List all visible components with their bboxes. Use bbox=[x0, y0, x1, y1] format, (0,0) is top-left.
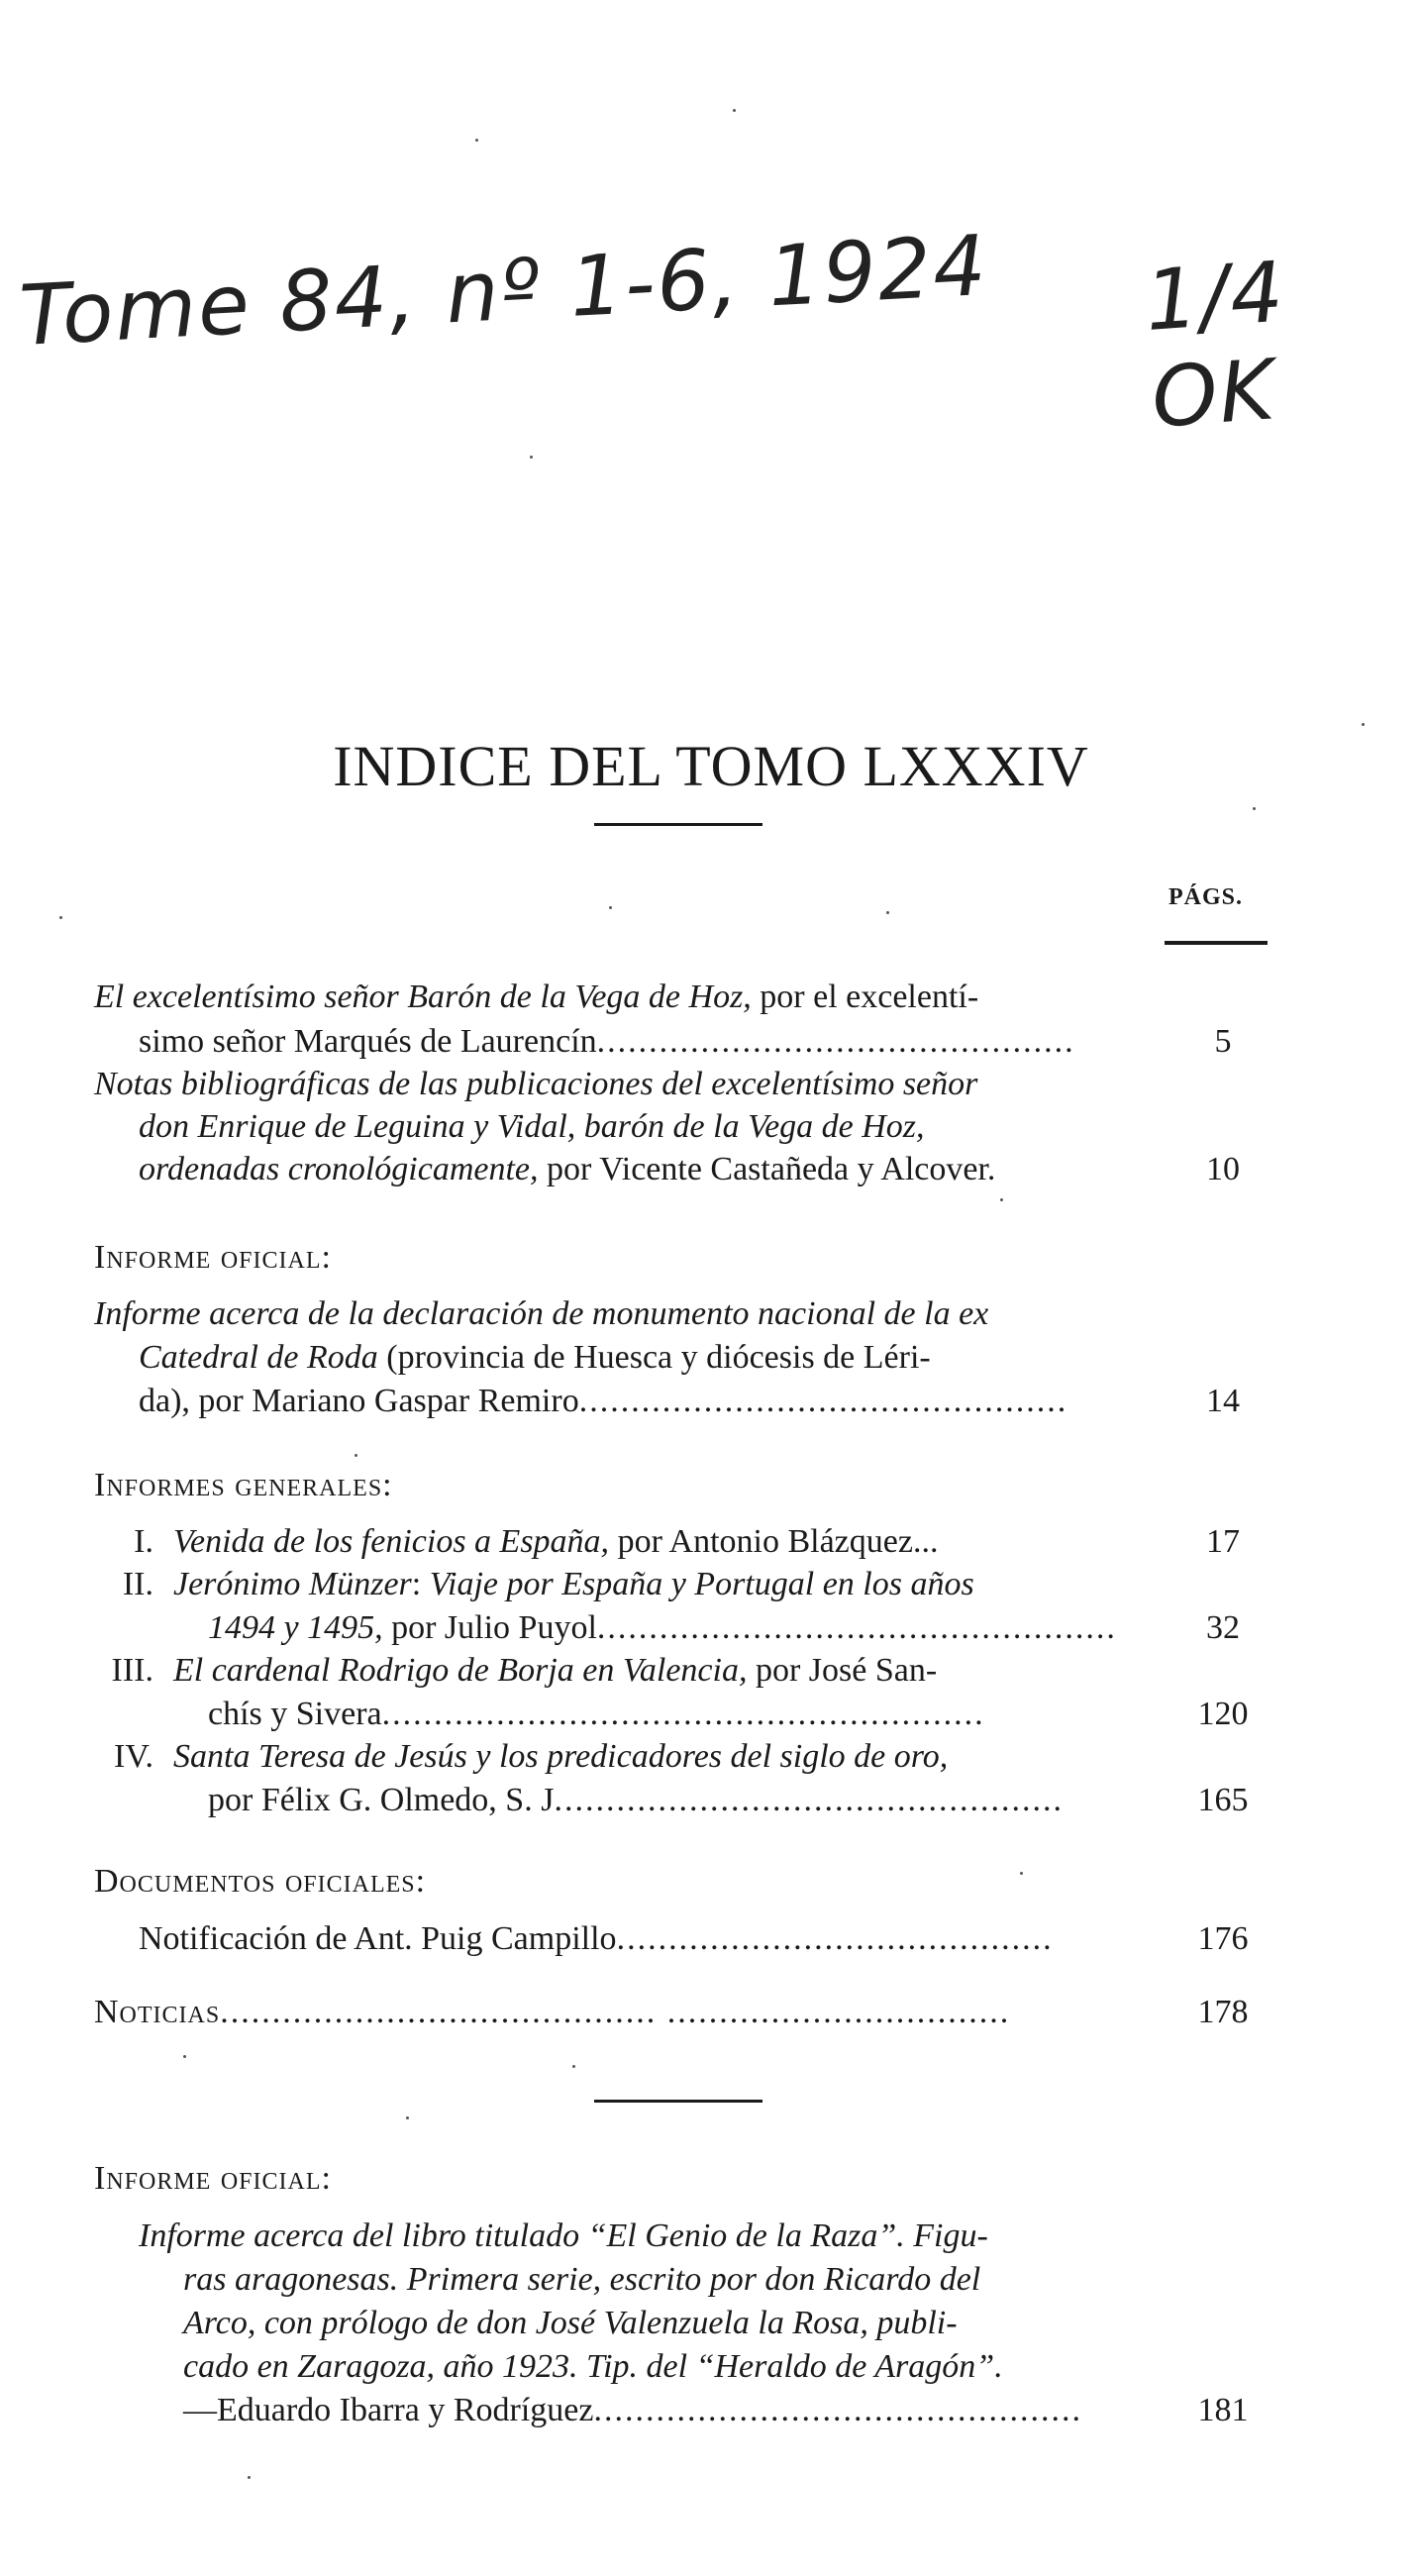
noticias-line bbox=[94, 1991, 1010, 2034]
general-3-page: 120 bbox=[1197, 1696, 1249, 1732]
general-2-page: 32 bbox=[1206, 1609, 1240, 1646]
document-1-leader: .......................................... bbox=[616, 1920, 1054, 1957]
general-3-author-b: chís y Sivera bbox=[208, 1696, 382, 1732]
entry-1-line-2 bbox=[139, 1020, 1075, 1064]
entry-3-page: 14 bbox=[1206, 1383, 1240, 1419]
entry-4-line-3: Arco, con prólogo de don José Valenzuela la Rosa, publi- bbox=[183, 2305, 958, 2341]
entry-3-author: da), por Mariano Gaspar Remiro bbox=[139, 1383, 579, 1419]
general-4-page: 165 bbox=[1197, 1782, 1249, 1818]
general-3-author-a: por José San- bbox=[747, 1652, 938, 1689]
scan-speck bbox=[1362, 723, 1365, 726]
general-3-title: El cardenal Rodrigo de Borja en Valencia, bbox=[173, 1652, 748, 1689]
document-1-text: Notificación de Ant. Puig Campillo bbox=[139, 1920, 617, 1957]
entry-3-line-2 bbox=[139, 1336, 931, 1380]
section-header-informe-oficial: Informe oficial: bbox=[94, 1239, 332, 1276]
entry-1-page: 5 bbox=[1214, 1023, 1232, 1060]
general-2-numeral: II. bbox=[122, 1566, 153, 1602]
entry-4-title-b: “El Genio de la Raza”. bbox=[587, 2217, 905, 2254]
scan-speck bbox=[59, 916, 62, 919]
section-header-informes-generales: Informes generales: bbox=[94, 1467, 393, 1503]
general-2-title-b: Viaje por España y Portugal en los años bbox=[429, 1566, 974, 1602]
entry-4-line-2: ras aragonesas. Primera serie, escrito por don Ricardo del bbox=[183, 2261, 981, 2298]
general-3-numeral: III. bbox=[111, 1652, 153, 1689]
general-2-title-a: Jerónimo Münzer bbox=[173, 1566, 412, 1602]
entry-4-title-c: Figu- bbox=[904, 2217, 988, 2254]
document-1-page: 176 bbox=[1197, 1920, 1249, 1957]
section-separator-rule bbox=[594, 2100, 762, 2103]
entry-2-line-2: don Enrique de Leguina y Vidal, barón de la Vega de Hoz, bbox=[139, 1108, 925, 1145]
general-1-numeral: I. bbox=[134, 1523, 153, 1560]
general-1-title: Venida de los fenicios a España, bbox=[173, 1523, 610, 1560]
entry-4-author: —Eduardo Ibarra y Rodríguez bbox=[183, 2392, 594, 2428]
scan-speck bbox=[572, 2065, 575, 2068]
pages-column-label: PÁGS. bbox=[1168, 884, 1244, 910]
entry-1-leader: .............................................. bbox=[596, 1023, 1075, 1060]
scan-speck bbox=[733, 109, 736, 112]
entry-3-location: (provincia de Huesca y diócesis de Léri- bbox=[377, 1339, 931, 1376]
general-2-colon: : bbox=[411, 1566, 430, 1602]
scan-speck bbox=[1020, 1872, 1023, 1875]
scan-speck bbox=[886, 911, 889, 914]
general-3-leader: .......................................................... bbox=[381, 1696, 985, 1732]
general-4-author: por Félix G. Olmedo, S. J bbox=[208, 1782, 555, 1818]
general-2-line-1 bbox=[173, 1563, 974, 1606]
entry-4-line-5 bbox=[183, 2389, 1082, 2432]
general-2-leader: .................................................. bbox=[596, 1609, 1117, 1646]
entry-4-line-4: cado en Zaragoza, año 1923. Tip. del “Heraldo de Aragón”. bbox=[183, 2348, 1003, 2385]
scan-speck bbox=[248, 2476, 251, 2479]
entry-2-line-1: Notas bibliográficas de las publicaciones del excelentísimo señor bbox=[94, 1066, 978, 1102]
entry-3-leader: ............................................... bbox=[578, 1383, 1068, 1419]
general-2-author: por Julio Puyol bbox=[382, 1609, 597, 1646]
general-4-line-2 bbox=[208, 1779, 1064, 1822]
noticias-leader: .......................................... ................................. bbox=[220, 1994, 1011, 2030]
scan-speck bbox=[609, 906, 612, 909]
document-1-line bbox=[139, 1917, 1054, 1961]
handwritten-checkmark-note: 1/4 OK bbox=[1142, 243, 1288, 447]
entry-3-title-end: Catedral de Roda bbox=[139, 1339, 378, 1376]
entry-1-line-1 bbox=[94, 976, 978, 1019]
scan-speck bbox=[183, 2055, 186, 2058]
section-header-informe-oficial-2: Informe oficial: bbox=[94, 2160, 332, 2197]
general-3-line-2 bbox=[208, 1693, 985, 1736]
entry-1-author-prefix: por el excelentí- bbox=[751, 979, 979, 1015]
entry-4-title-a: Informe acerca del libro titulado bbox=[139, 2217, 588, 2254]
handwritten-volume-note: Tome 84, nº 1-6, 1924 bbox=[17, 216, 990, 364]
scan-speck bbox=[406, 2116, 409, 2119]
general-2-line-2 bbox=[208, 1606, 1117, 1650]
entry-3-line-3 bbox=[139, 1380, 1067, 1423]
section-header-documentos-oficiales: Documentos oficiales: bbox=[94, 1863, 427, 1900]
general-2-years: 1494 y 1495, bbox=[208, 1609, 383, 1646]
scan-speck bbox=[530, 456, 533, 459]
general-1-author: por Antonio Blázquez... bbox=[609, 1523, 939, 1560]
entry-4-page: 181 bbox=[1197, 2392, 1249, 2428]
entry-2-author: por Vicente Castañeda y Alcover. bbox=[538, 1151, 996, 1187]
page-title: INDICE DEL TOMO LXXXIV bbox=[333, 734, 1089, 798]
general-1-page: 17 bbox=[1206, 1523, 1240, 1560]
general-3-line-1 bbox=[173, 1649, 937, 1693]
general-4-numeral: IV. bbox=[114, 1738, 153, 1775]
entry-2-line-3 bbox=[139, 1148, 995, 1191]
general-4-line-1: Santa Teresa de Jesús y los predicadores del siglo de oro, bbox=[173, 1738, 949, 1775]
entry-4-leader: ............................................... bbox=[593, 2392, 1082, 2428]
entry-1-title: El excelentísimo señor Barón de la Vega de Hoz, bbox=[94, 979, 752, 1015]
scan-speck bbox=[355, 1454, 357, 1457]
pages-rule bbox=[1165, 941, 1268, 945]
title-rule bbox=[594, 823, 762, 826]
general-1-line-1 bbox=[173, 1520, 938, 1564]
entry-1-author: simo señor Marqués de Laurencín bbox=[139, 1023, 597, 1060]
general-4-leader: ................................................. bbox=[554, 1782, 1064, 1818]
entry-3-line-1: Informe acerca de la declaración de monumento nacional de la ex bbox=[94, 1295, 989, 1332]
noticias-label: Noticias bbox=[94, 1994, 221, 2030]
noticias-page: 178 bbox=[1197, 1994, 1249, 2030]
entry-2-title-end: ordenadas cronológicamente, bbox=[139, 1151, 539, 1187]
scan-speck bbox=[475, 139, 478, 142]
scan-speck bbox=[1000, 1198, 1003, 1201]
entry-4-line-1 bbox=[139, 2215, 988, 2258]
scan-speck bbox=[1253, 807, 1256, 810]
entry-2-page: 10 bbox=[1206, 1151, 1240, 1187]
